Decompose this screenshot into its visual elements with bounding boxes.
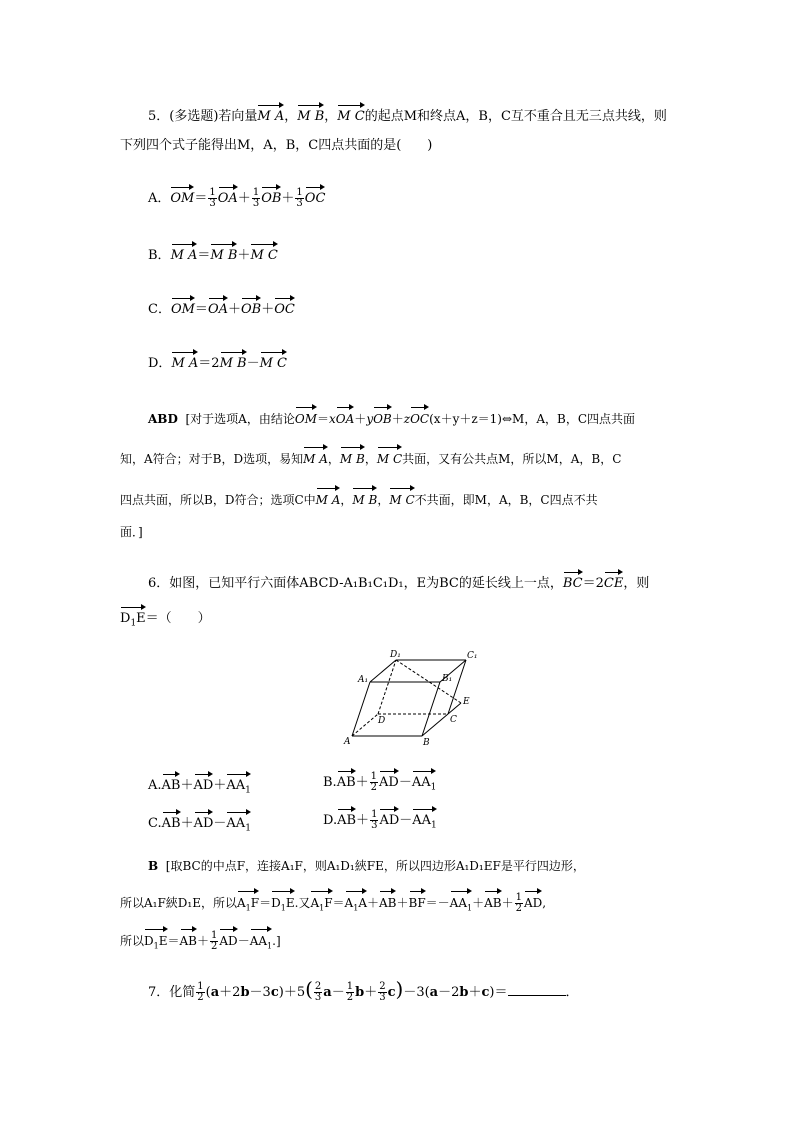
vector-MB: M B [220,351,247,373]
q5-answer-line-4: 面．] [120,525,143,539]
option-d-label: D. [323,813,338,828]
vector-CE: CE [604,571,623,593]
q7-text: ． [565,985,579,1000]
q6-option-b: B.AB＋ $\frac{1}{2}$ $AD-AA_1$ [323,770,436,797]
q5-answer-key: ABD [148,412,178,426]
q6-answer-line-1 [148,857,585,875]
answer-blank[interactable] [508,983,566,996]
vector-AB: AB [162,811,181,833]
q5-answer-line-3: 四点共面，所以B，D符合；选项C中M A，M B，M C不共面，即M，A，B，C四点不共 [120,487,598,509]
vector-AB: AB [337,770,356,792]
fraction: $\frac{1}{3}$ [371,809,378,831]
vector-D1E: $D_1E$ [120,606,146,633]
q5-line-1: 5．(多选题)若向量M A，M B，M C的起点M和终点A，B，C互不重合且无三点共线，则 [148,104,667,126]
label-E: E [463,697,470,707]
vector-AD: AD [379,808,399,830]
fraction: $\frac{1}{2}$ [197,981,204,1003]
vector-MA: M A [171,351,198,373]
q5-option-d: D．M A＝2M B－M C [148,351,287,373]
vector-OA: OA [218,186,238,208]
label-D1: D₁ [390,650,401,660]
q6-text: 6．如图，已知平行六面体ABCD-A₁B₁C₁D₁，E为BC的延长线上一点， [148,576,563,591]
q6-option-c: $C.AB+AD-AA_1$ [148,811,251,838]
vector-MC: M C [260,351,287,373]
q6-answer-line-3: 所以$D_1E=AB+$ $\frac{1}{2}$ $AD-AA_1$.] [120,928,281,955]
vector-AA1: $AA_1$ [450,890,472,917]
label-C1: C₁ [467,651,478,661]
fraction: $\frac{1}{2}$ [346,981,354,1003]
option-d-label: D． [148,356,172,371]
vector-OA: OA [208,297,228,319]
parallelepiped-figure [340,648,490,748]
vector-AB: AB [379,890,396,912]
vector-OB: OB [261,186,281,208]
q6-answer-text: 所以 [120,934,145,948]
q5-option-b: B．M A＝M B＋M C [148,243,278,265]
vector-BC: BC [563,571,583,593]
q6-answer-text: 所以A₁F綊D₁E，所以 [120,896,237,910]
vector-AB: AB [162,773,181,795]
q6-text: ，则 [623,576,650,591]
label-B1: B₁ [442,674,453,684]
vector-AD: AD [194,811,214,833]
vector-AA1: $AA_1$ [412,808,437,835]
q6-answer-line-2: 所以A₁F綊D₁E，所以$A_1F=D_1E$.又$A_1F=A_1A+AB+BF=-AA_1+AB+$ $\frac{1}{2}$ AD, [120,890,546,917]
vector-AB: AB [337,808,356,830]
vector-AA1: $AA_1$ [226,773,251,800]
vector-AD: AD [524,890,542,912]
q6-text: ＝（ ） [145,611,211,626]
vector-AD: AD [219,928,237,950]
vector-MB: M B [340,446,365,468]
q6-answer-key: B [148,859,159,873]
q5-line-2: 下列四个式子能得出M，A，B，C四点共面的是( ) [120,138,433,153]
vector-OA: OA [336,406,355,428]
vector-A1A: $A_1A$ [345,890,367,917]
q7-text: ＝ [494,985,508,1000]
option-c-label: C. [148,816,162,831]
fraction: $\frac{1}{2}$ [211,930,218,952]
fraction: $\frac{2}{3}$ [314,981,322,1003]
vector-AD: AD [379,770,399,792]
vector-A1F: $A_1F$ [310,890,332,917]
vector-AD: AD [194,773,214,795]
option-b-label: B． [148,248,171,263]
q5-text: 5．(多选题)若向量 [148,109,258,124]
vector-MC: M C [389,487,414,509]
vector-MB: M B [297,104,324,126]
vector-MC: M C [377,446,402,468]
label-D: D [378,716,386,726]
q5-answer-text: [对于选项A，由结论 [185,412,295,426]
option-b-label: B. [323,775,337,790]
q6-line-2 [120,606,211,633]
fraction: $\frac{1}{2}$ [370,771,378,793]
q5-answer-line-2: 知，A符合；对于B，D选项，易知M A，M B，M C共面，又有公共点M，所以M，A，B，C [120,446,621,468]
vector-AB: AB [484,890,501,912]
q6-option-d: D.AB＋ $\frac{1}{3}$ $AD-AA_1$ [323,808,437,835]
vector-OM: OM [170,186,194,208]
q7-text: 7．化简 [148,985,196,1000]
vector-MC: M C [337,104,364,126]
vector-OB: OB [373,406,392,428]
fraction: $\frac{1}{3}$ [209,187,216,209]
q6-answer-text: [取BC的中点F，连接A₁F，则A₁D₁綊FE，所以四边形A₁D₁EF是平行四边形， [165,859,585,873]
q5-answer-text: 共面，又有公共点M，所以M，A，B，C [402,452,622,466]
q7-line: 7．化简 $\frac{1}{2}$ (a＋2b－3c)＋5( $\frac{2}{3}$ a－ $\frac{1}{2}$ b＋ $\frac{2}{3}$ c)－3(a－2b＋c)＝ ． [148,977,579,1003]
label-C: C [450,715,457,725]
vector-OM: OM [171,297,195,319]
vector-AA1: $AA_1$ [412,770,437,797]
vector-OC: OC [305,186,326,208]
vector-MB: M B [352,487,377,509]
vector-MA: M A [316,487,341,509]
vector-D1E: $D_1E$ [271,890,294,917]
q6-answer-text: 又 [298,896,311,910]
label-A1: A₁ [358,675,369,685]
label-A: A [344,737,351,747]
vector-MB: M B [210,243,237,265]
q6-line-1: 6．如图，已知平行六面体ABCD-A₁B₁C₁D₁，E为BC的延长线上一点，BC＝2CE，则 [148,571,649,593]
vector-OB: OB [241,297,261,319]
vector-BF: BF [409,890,426,912]
vector-OM: OM [295,406,317,428]
option-a-label: A． [148,191,171,206]
vector-AB: AB [180,928,197,950]
q5-answer-text: (x＋y＋z＝1)⇔M，A，B，C四点共面 [429,412,636,426]
vector-MA: M A [257,104,284,126]
vector-AA1: $AA_1$ [250,928,272,955]
vector-OC: OC [410,406,429,428]
q5-text-rest: 的起点M和终点A，B，C互不重合且无三点共线，则 [364,109,667,124]
vector-D1E: $D_1E$ [144,928,167,955]
vector-A1F: $A_1F$ [237,890,259,917]
vector-AA1: $AA_1$ [226,811,251,838]
q6-answer-text: .] [272,934,281,948]
fraction: $\frac{1}{3}$ [252,187,260,209]
fraction: $\frac{1}{2}$ [515,892,522,914]
q5-option-c: C．OM＝OA＋OB＋OC [148,297,295,319]
label-B: B [423,738,430,748]
q5-answer-text: 四点共面，所以B，D符合；选项C中 [120,493,316,507]
q6-option-a: $A.AB+AD+AA_1$ [148,773,251,800]
option-a-label: A. [148,778,162,793]
vector-MA: M A [303,446,328,468]
fraction: $\frac{1}{3}$ [296,187,303,209]
q5-option-a: A．OM＝ $\frac{1}{3}$ OA＋ $\frac{1}{3}$ OB＋ $\frac{1}{3}$ OC [148,187,326,209]
vector-OC: OC [274,297,295,319]
fraction: $\frac{2}{3}$ [379,981,386,1003]
vector-MC: M C [250,243,277,265]
q5-answer-line-1: ABD [对于选项A，由结论OM＝xOA＋yOB＋zOC(x＋y＋z＝1)⇔M，A，B，C四点共面 [148,406,635,428]
q5-answer-text: 不共面，即M，A，B，C四点不共 [414,493,598,507]
vector-MA: M A [171,243,198,265]
q5-answer-text: 知，A符合；对于B，D选项，易知 [120,452,304,466]
option-c-label: C． [148,302,171,317]
